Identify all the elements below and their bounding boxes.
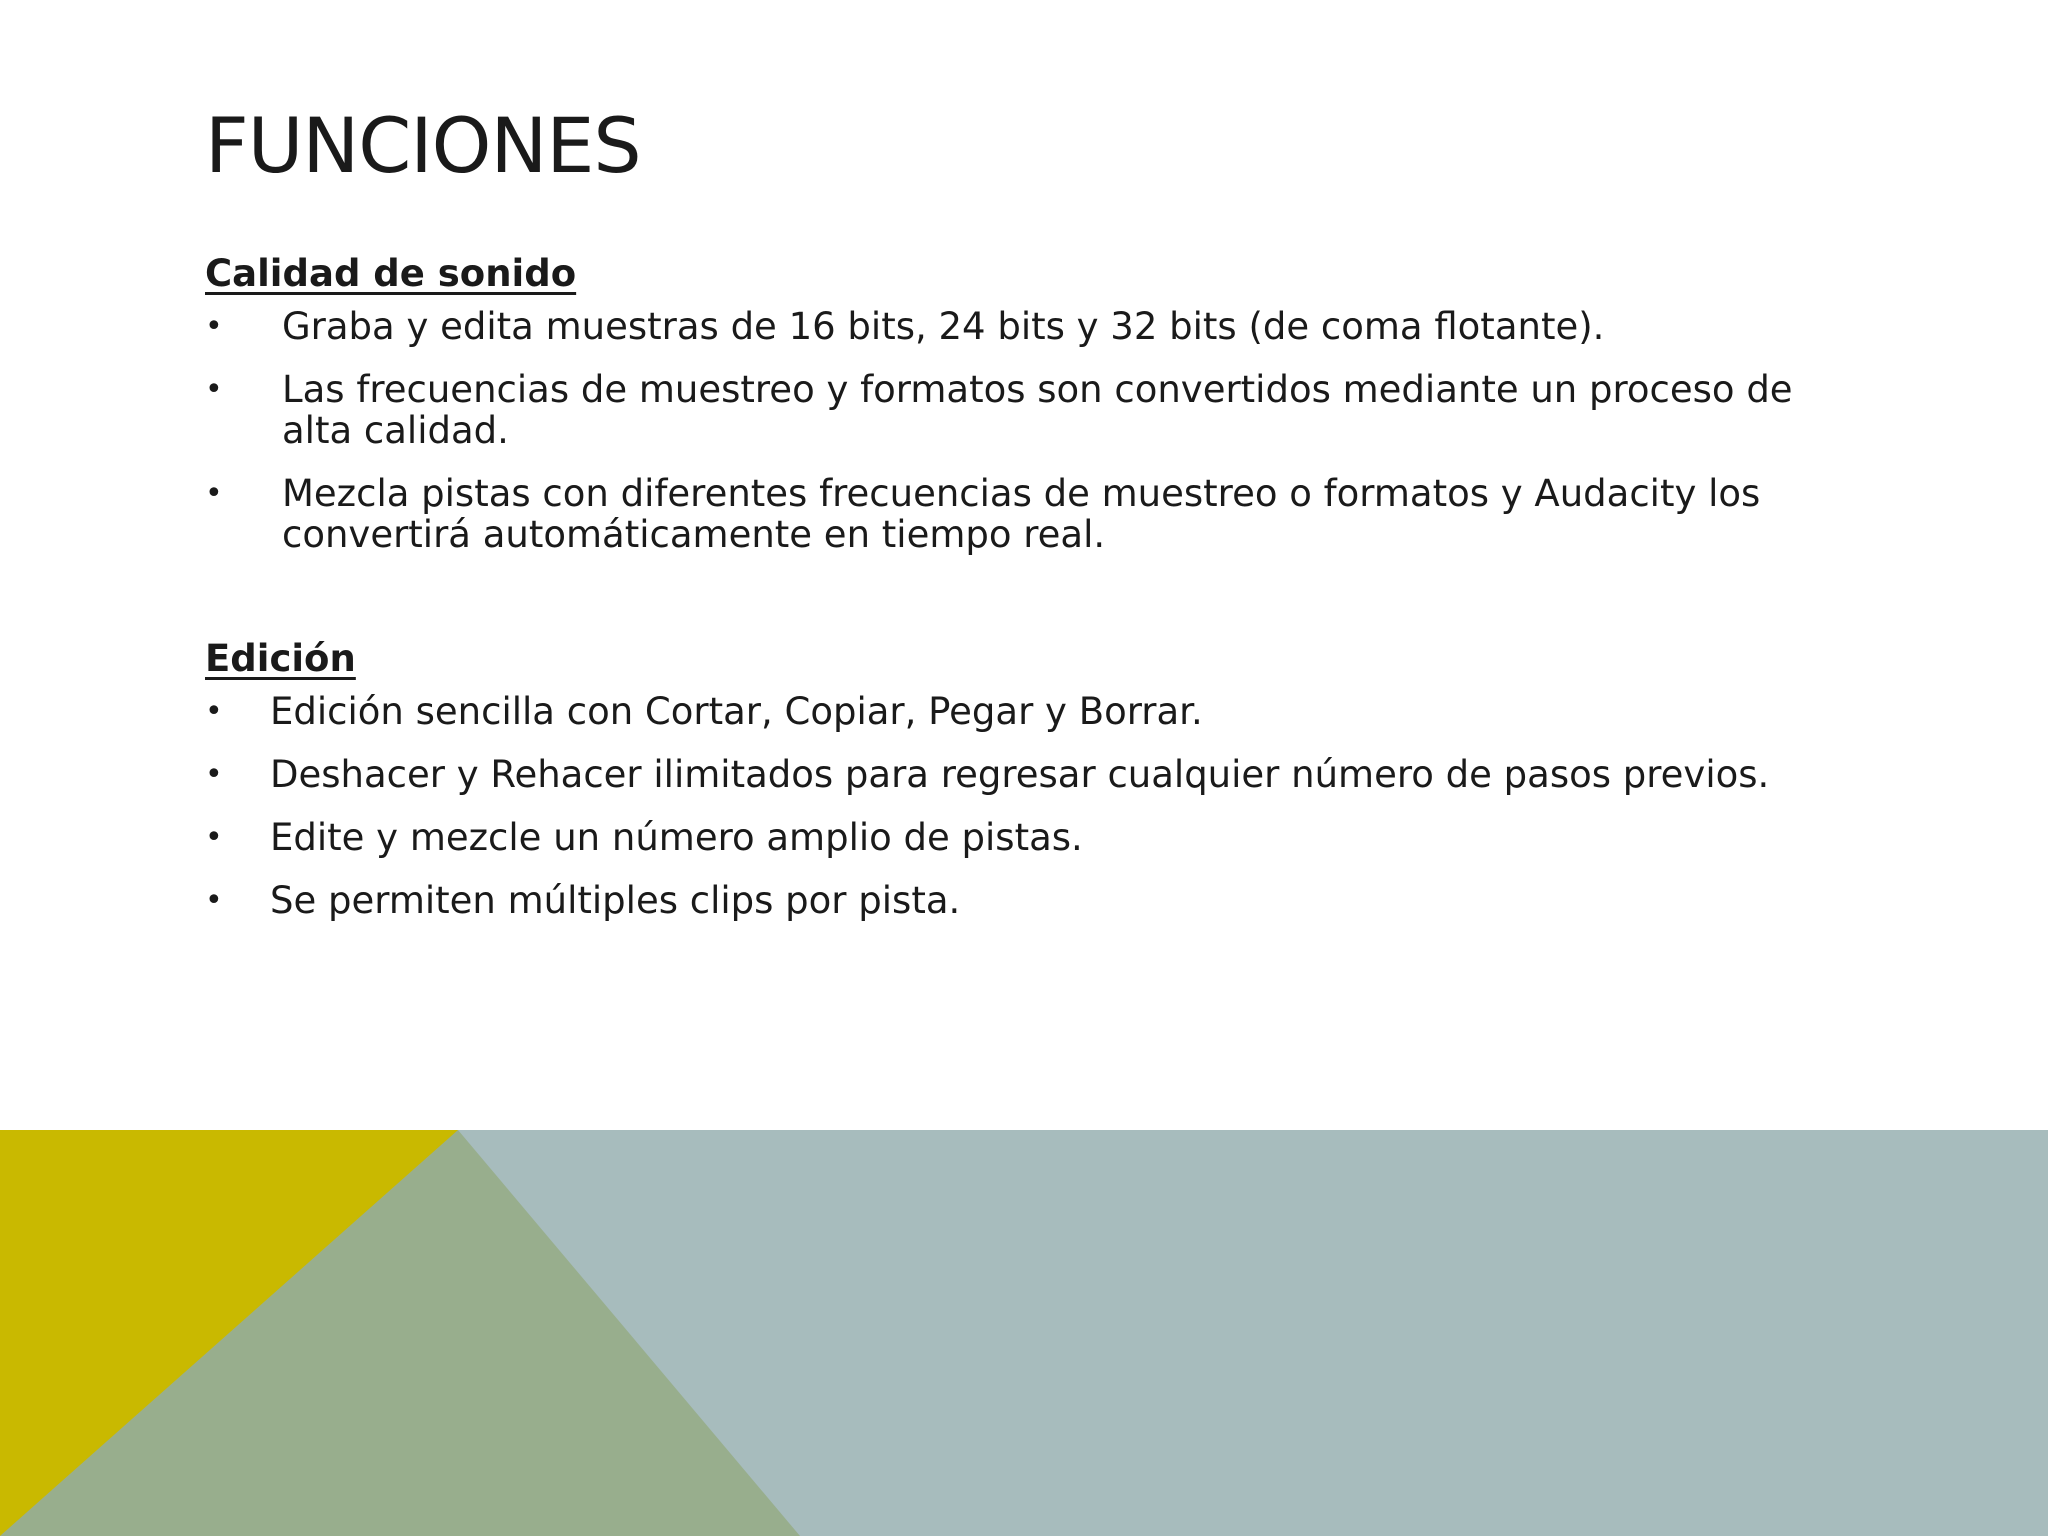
section-heading-edicion: Edición	[205, 637, 356, 680]
bullet-list-edicion	[205, 691, 1805, 921]
bullet-list-calidad	[205, 306, 1805, 555]
bullet-text: Graba y edita muestras de 16 bits, 24 bits y 32 bits (de coma flotante).	[282, 305, 1605, 348]
bullet-item	[205, 880, 1805, 921]
decorative-band	[0, 1130, 2048, 1536]
section-spacer	[205, 577, 1805, 631]
bullet-item	[205, 817, 1805, 858]
bullet-icon: •	[205, 372, 223, 407]
bullet-item	[205, 754, 1805, 795]
bullet-text: Edite y mezcle un número amplio de pistas.	[270, 816, 1083, 859]
bullet-text: Deshacer y Rehacer ilimitados para regresar cualquier número de pasos previos.	[270, 753, 1770, 796]
bullet-item	[205, 369, 1805, 451]
bullet-icon: •	[205, 820, 223, 855]
bullet-item	[205, 473, 1805, 555]
bullet-text: Las frecuencias de muestreo y formatos son convertidos mediante un proceso de alta calidad.	[282, 368, 1793, 452]
bullet-icon: •	[205, 883, 223, 918]
slide-title: FUNCIONES	[205, 101, 641, 190]
bullet-icon: •	[205, 476, 223, 511]
bullet-text: Mezcla pistas con diferentes frecuencias de muestreo o formatos y Audacity los convertirá automáticamente en tiempo real.	[282, 472, 1761, 556]
bullet-icon: •	[205, 309, 223, 344]
bullet-icon: •	[205, 757, 223, 792]
section-heading-calidad: Calidad de sonido	[205, 252, 577, 295]
bullet-text: Edición sencilla con Cortar, Copiar, Pegar y Borrar.	[270, 690, 1203, 733]
slide-content	[205, 246, 1805, 943]
bullet-item	[205, 691, 1805, 732]
bullet-icon: •	[205, 694, 223, 729]
bullet-item	[205, 306, 1805, 347]
bullet-text: Se permiten múltiples clips por pista.	[270, 879, 961, 922]
